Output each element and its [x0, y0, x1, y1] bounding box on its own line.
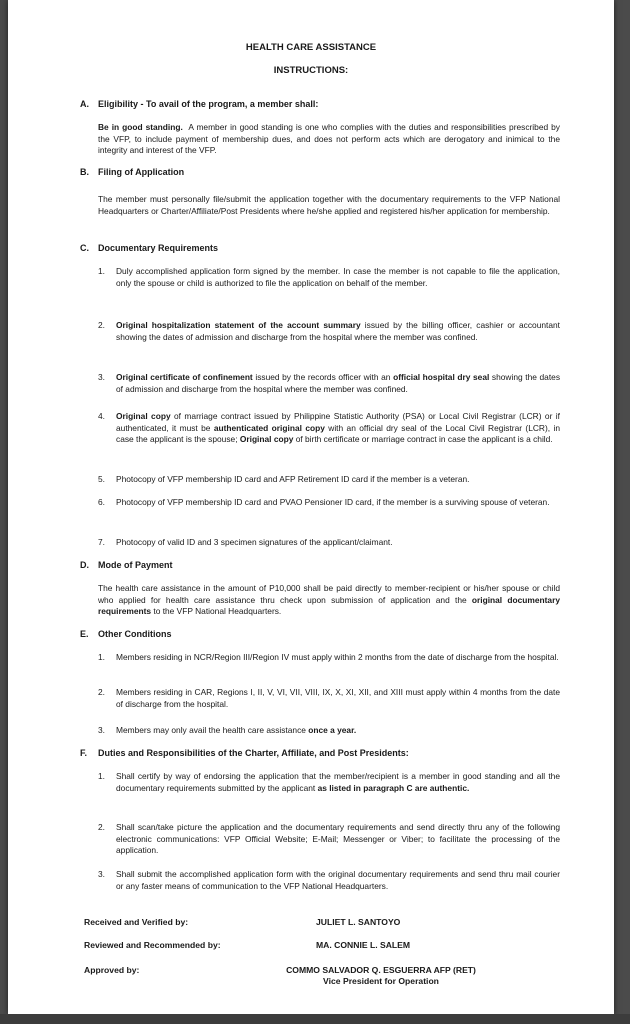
condition-item-3: 3. Members may only avail the health care assistance once a year.	[98, 725, 357, 735]
section-a-heading: A. Eligibility - To avail of the program, a member shall:	[80, 99, 319, 109]
condition-item-1: 1. Members residing in NCR/Region III/Region IV must apply within 2 months from the date of discharge from the hospital.	[98, 652, 559, 662]
section-d-heading: D. Mode of Payment	[80, 560, 173, 570]
condition-item-2: 2. Members residing in CAR, Regions I, II, V, VI, VII, VIII, IX, X, XI, XII, and XIII must apply within 4 months from the date of discharge from the hospital.	[98, 687, 560, 709]
section-e-heading: E. Other Conditions	[80, 629, 172, 639]
section-f-heading: F. Duties and Responsibilities of the Charter, Affiliate, and Post Presidents:	[80, 748, 409, 758]
document-page	[8, 0, 614, 1014]
received-name: JULIET L. SANTOYO	[316, 917, 401, 927]
section-b-heading: B. Filing of Application	[80, 167, 185, 177]
viewer-bottom-strip	[0, 1014, 630, 1024]
section-d-text: The health care assistance in the amount of P10,000 shall be paid directly to member-recipient or his/her spouse or child who applied for health care assistance thru check upon submission of application and the original documentary requirements to the VFP National Headquarters.	[98, 583, 560, 617]
requirement-item-1: 1. Duly accomplished application form signed by the member. In case the member is not capable to file the application, only the spouse or child is authorized to file the application on behalf of the member.	[98, 266, 560, 288]
section-a-text: Be in good standing. A member in good standing is one who complies with the duties and responsibilities prescribed by the VFP, to include payment of membership dues, and does not perform acts which are derogatory and inimical to the integrity and interest of the VFP.	[98, 122, 560, 156]
duty-item-1: 1. Shall certify by way of endorsing the application that the member/recipient is a member in good standing and all the documentary requirements submitted by the applicant as listed in paragraph C are authentic.	[98, 771, 560, 793]
section-b-text: The member must personally file/submit the application together with the documentary requirements to the VFP National Headquarters or Charter/Affiliate/Post Presidents where he/she applied and registered his/her application for membership.	[98, 194, 560, 216]
requirement-item-2: 2. Original hospitalization statement of the account summary issued by the billing officer, cashier or accountant showing the dates of admission and discharge from the hospital where the member was confined.	[98, 320, 561, 342]
section-c-heading: C. Documentary Requirements	[80, 243, 219, 253]
received-label: Received and Verified by:	[84, 917, 189, 927]
approved-name: COMMO SALVADOR Q. ESGUERRA AFP (RET)	[286, 965, 476, 975]
reviewed-name: MA. CONNIE L. SALEM	[316, 940, 411, 950]
approved-label: Approved by:	[84, 965, 140, 975]
requirement-item-5: 5. Photocopy of VFP membership ID card and AFP Retirement ID card if the member is a veteran.	[98, 474, 470, 484]
duty-item-3: 3. Shall submit the accomplished application form with the original documentary requirements and send thru mail courier or any faster means of communication to the VFP National Headquarters.	[98, 869, 560, 891]
requirement-item-6: 6. Photocopy of VFP membership ID card and PVAO Pensioner ID card, if the member is a surviving spouse of veteran.	[98, 497, 550, 507]
document-title: HEALTH CARE ASSISTANCE	[245, 42, 377, 53]
approved-position: Vice President for Operation	[323, 976, 439, 986]
requirement-item-3: 3. Original certificate of confinement issued by the records officer with an official hospital dry seal showing the dates of admission and discharge from the hospital where the member was confined.	[98, 372, 561, 394]
document-subtitle: INSTRUCTIONS:	[273, 65, 349, 76]
requirement-item-4: 4. Original copy of marriage contract issued by Philippine Statistic Authority (PSA) or Local Civil Registrar (LCR) or if authenticated, it must be authenticated original copy with an official dry seal of the Local Civil Registrar (LCR), in case the applicant is the spouse; Original copy of birth certificate or marriage contract in case the applicant is a child.	[98, 411, 560, 445]
reviewed-label: Reviewed and Recommended by:	[84, 940, 221, 950]
duty-item-2: 2. Shall scan/take picture the application and the documentary requirements and send directly thru any of the following electronic communications: VFP Official Website; E-Mail; Messenger or Viber; to facilitate the processing of the application.	[98, 822, 560, 856]
requirement-item-7: 7. Photocopy of valid ID and 3 specimen signatures of the applicant/claimant.	[98, 537, 393, 547]
